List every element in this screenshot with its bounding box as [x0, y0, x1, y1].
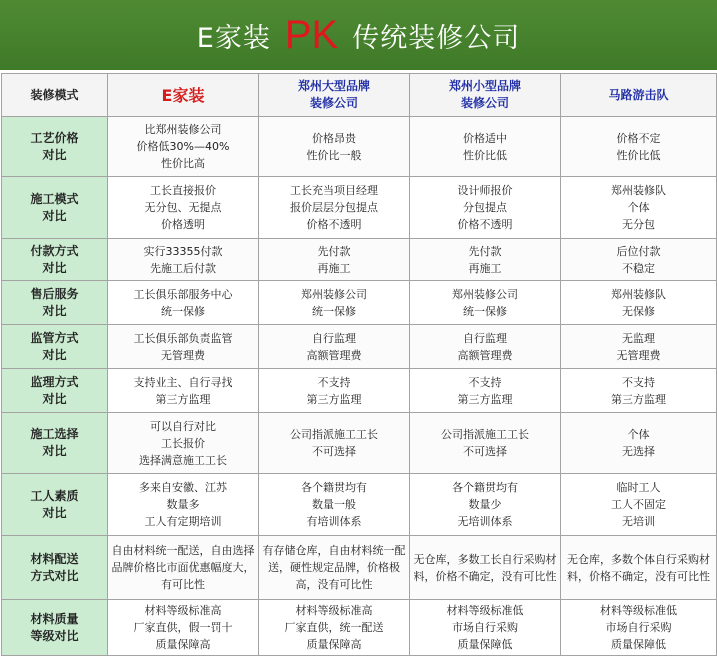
table-cell: 不支持 第三方监理 — [259, 369, 410, 413]
table-cell: 材料等级标准低 市场自行采购 质量保障低 — [410, 600, 561, 656]
column-header: E家装 — [108, 74, 259, 117]
title-banner — [0, 0, 717, 70]
table-cell: 不支持 第三方监理 — [561, 369, 717, 413]
table-row — [2, 474, 717, 536]
table-cell: 可以自行对比 工长报价 选择满意施工工长 — [108, 413, 259, 474]
row-header: 材料配送 方式对比 — [2, 536, 108, 600]
table-cell: 设计师报价 分包提点 价格不透明 — [410, 177, 561, 239]
table-cell: 公司指派施工工长 不可选择 — [259, 413, 410, 474]
banner-title-left: E家装 — [196, 22, 271, 54]
table-row — [2, 177, 717, 239]
table-cell: 比郑州装修公司 价格低30%—40% 性价比高 — [108, 117, 259, 177]
column-header: 郑州大型品牌 装修公司 — [259, 74, 410, 117]
table-cell: 材料等级标准高 厂家直供，假一罚十 质量保障高 — [108, 600, 259, 656]
row-header: 材料质量 等级对比 — [2, 600, 108, 656]
table-cell: 自行监理 高额管理费 — [410, 325, 561, 369]
table-cell: 无监理 无管理费 — [561, 325, 717, 369]
column-header: 郑州小型品牌 装修公司 — [410, 74, 561, 117]
table-cell: 各个籍贯均有 数量少 无培训体系 — [410, 474, 561, 536]
table-cell: 郑州装修队 无保修 — [561, 281, 717, 325]
banner-title-right: 传统装修公司 — [352, 22, 521, 54]
table-cell: 有存储仓库，自由材料统一配送，硬性规定品牌，价格极高，没有可比性 — [259, 536, 410, 600]
table-cell: 工长直接报价 无分包、无提点 价格透明 — [108, 177, 259, 239]
table-row — [2, 413, 717, 474]
banner-pk: PK — [284, 13, 339, 57]
row-header: 售后服务 对比 — [2, 281, 108, 325]
row-header: 付款方式 对比 — [2, 239, 108, 281]
table-cell: 公司指派施工工长 不可选择 — [410, 413, 561, 474]
comparison-table — [1, 73, 717, 656]
table-cell: 支持业主、自行寻找 第三方监理 — [108, 369, 259, 413]
table-row — [2, 117, 717, 177]
table-cell: 不支持 第三方监理 — [410, 369, 561, 413]
table-cell: 实行33355付款 先施工后付款 — [108, 239, 259, 281]
table-cell: 材料等级标准高 厂家直供，统一配送 质量保障高 — [259, 600, 410, 656]
table-row — [2, 536, 717, 600]
table-cell: 郑州装修公司 统一保修 — [410, 281, 561, 325]
row-header: 工人素质 对比 — [2, 474, 108, 536]
table-cell: 价格适中 性价比低 — [410, 117, 561, 177]
table-cell: 工长俱乐部负责监管 无管理费 — [108, 325, 259, 369]
table-cell: 先付款 再施工 — [259, 239, 410, 281]
table-row — [2, 239, 717, 281]
table-cell: 临时工人 工人不固定 无培训 — [561, 474, 717, 536]
table-cell: 先付款 再施工 — [410, 239, 561, 281]
table-cell: 多来自安徽、江苏 数量多 工人有定期培训 — [108, 474, 259, 536]
row-header: 施工模式 对比 — [2, 177, 108, 239]
table-cell: 自行监理 高额管理费 — [259, 325, 410, 369]
column-header: 装修模式 — [2, 74, 108, 117]
table-row — [2, 325, 717, 369]
table-cell: 无仓库，多数工长自行采购材料，价格不确定，没有可比性 — [410, 536, 561, 600]
table-cell: 工长俱乐部服务中心 统一保修 — [108, 281, 259, 325]
table-row — [2, 600, 717, 656]
column-header: 马路游击队 — [561, 74, 717, 117]
row-header: 施工选择 对比 — [2, 413, 108, 474]
table-cell: 价格昂贵 性价比一般 — [259, 117, 410, 177]
table-cell: 个体 无选择 — [561, 413, 717, 474]
table-cell: 后位付款 不稳定 — [561, 239, 717, 281]
table-row — [2, 281, 717, 325]
table-header-row — [2, 74, 717, 117]
table-cell: 各个籍贯均有 数量一般 有培训体系 — [259, 474, 410, 536]
table-cell: 自由材料统一配送，自由选择品牌价格比市面优惠幅度大，有可比性 — [108, 536, 259, 600]
table-cell: 材料等级标准低 市场自行采购 质量保障低 — [561, 600, 717, 656]
table-cell: 无仓库，多数个体自行采购材料，价格不确定，没有可比性 — [561, 536, 717, 600]
row-header: 工艺价格 对比 — [2, 117, 108, 177]
table-row — [2, 369, 717, 413]
table-cell: 工长充当项目经理 报价层层分包提点 价格不透明 — [259, 177, 410, 239]
table-cell: 郑州装修公司 统一保修 — [259, 281, 410, 325]
table-cell: 郑州装修队 个体 无分包 — [561, 177, 717, 239]
row-header: 监理方式 对比 — [2, 369, 108, 413]
row-header: 监管方式 对比 — [2, 325, 108, 369]
table-cell: 价格不定 性价比低 — [561, 117, 717, 177]
